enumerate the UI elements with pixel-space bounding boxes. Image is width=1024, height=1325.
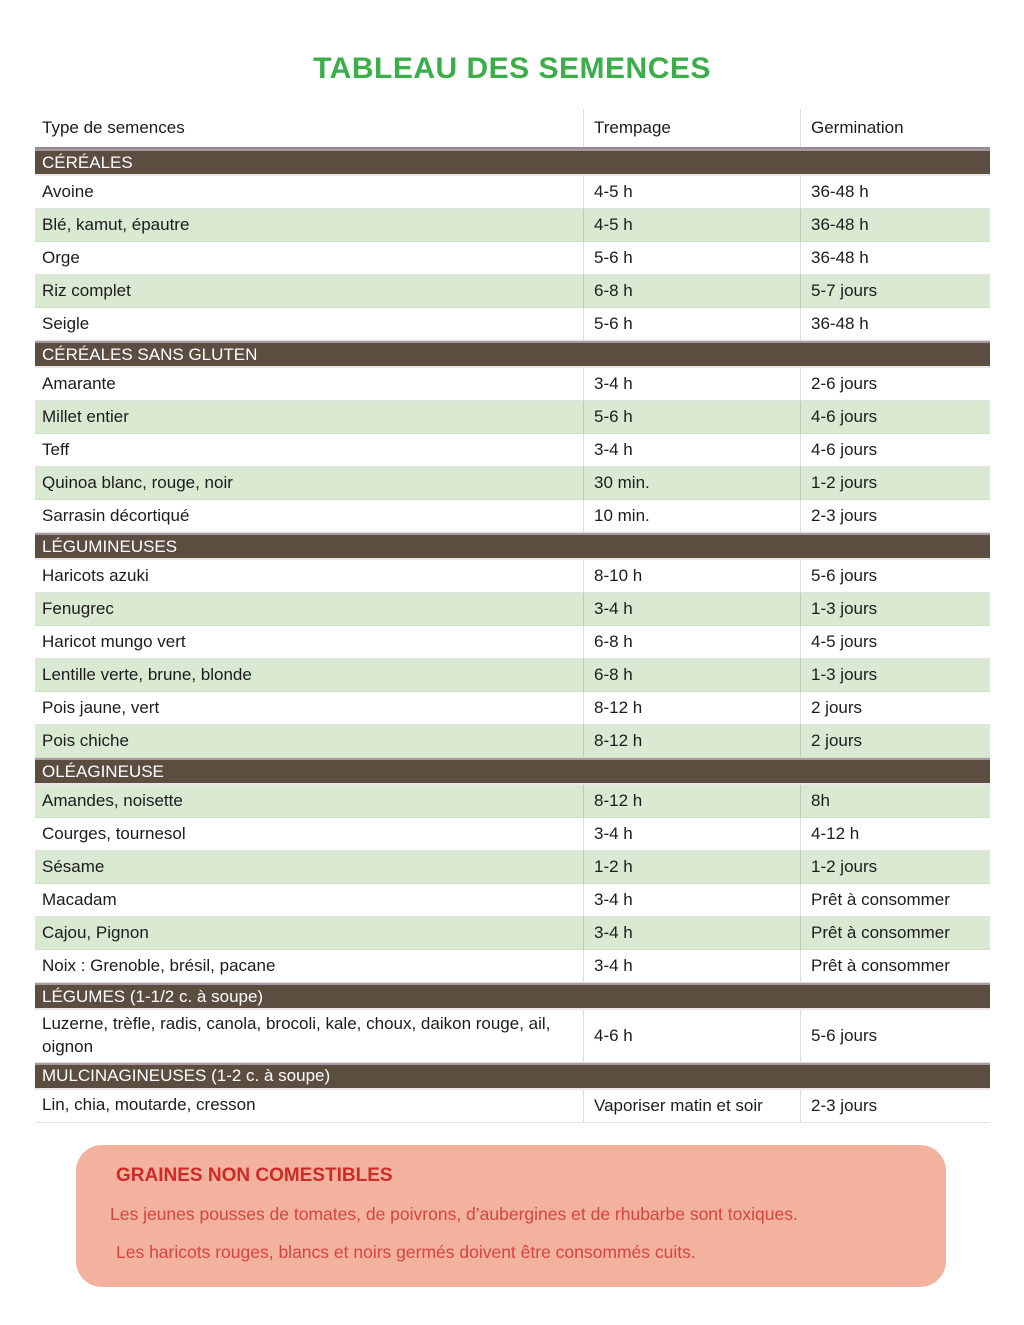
- cell-type: Blé, kamut, épautre: [42, 214, 190, 234]
- cell-type: Macadam: [42, 889, 117, 909]
- table-row-ble-kamut-epautre: [35, 209, 990, 242]
- table-row-seigle: [35, 308, 990, 341]
- cell-trempage: 30 min.: [583, 467, 800, 499]
- cell-type: Courges, tournesol: [42, 823, 186, 843]
- table-row-luzerne-trefle-radis-canola-brocoli-kale: [35, 1010, 990, 1063]
- cell-trempage: 3-4 h: [583, 950, 800, 982]
- table-row-lentille-verte-brune-blonde: [35, 659, 990, 692]
- warning-line-2: Les haricots rouges, blancs et noirs germés doivent être consommés cuits.: [116, 1241, 696, 1262]
- cell-type: Noix : Grenoble, brésil, pacane: [42, 955, 276, 975]
- cell-trempage: 8-12 h: [583, 785, 800, 817]
- table-row-sesame: [35, 851, 990, 884]
- cell-type: Lentille verte, brune, blonde: [42, 664, 252, 684]
- table-row-noix-grenoble-bresil-pacane: [35, 950, 990, 983]
- table-row-millet-entier: [35, 401, 990, 434]
- cell-germination: 4-5 jours: [800, 626, 990, 658]
- column-header-trempage: Trempage: [583, 109, 800, 147]
- cell-germination: 2-6 jours: [800, 368, 990, 400]
- cell-trempage: 1-2 h: [583, 851, 800, 883]
- cell-trempage: 8-10 h: [583, 560, 800, 592]
- cell-germination: 5-6 jours: [800, 560, 990, 592]
- cell-type: Cajou, Pignon: [42, 922, 149, 942]
- cell-type: Seigle: [42, 313, 90, 333]
- cell-germination: 1-2 jours: [800, 467, 990, 499]
- cell-trempage: 5-6 h: [583, 401, 800, 433]
- cell-trempage: 3-4 h: [583, 884, 800, 916]
- section-header-cereales: CÉRÉALES: [35, 149, 990, 176]
- cell-type: Haricots azuki: [42, 565, 149, 585]
- table-row-amandes-noisette: [35, 785, 990, 818]
- warning-title: GRAINES NON COMESTIBLES: [116, 1164, 393, 1186]
- column-header-germination: Germination: [800, 109, 990, 147]
- cell-germination: 1-3 jours: [800, 593, 990, 625]
- cell-germination: 36-48 h: [800, 209, 990, 241]
- cell-germination: 4-6 jours: [800, 434, 990, 466]
- cell-trempage: 8-12 h: [583, 725, 800, 757]
- cell-germination: 2-3 jours: [800, 1090, 990, 1122]
- page-title: TABLEAU DES SEMENCES: [313, 52, 711, 85]
- cell-type: Amandes, noisette: [42, 790, 183, 810]
- cell-trempage: 5-6 h: [583, 308, 800, 340]
- cell-germination: Prêt à consommer: [800, 917, 990, 949]
- table-row-haricot-mungo-vert: [35, 626, 990, 659]
- cell-type: Riz complet: [42, 280, 131, 300]
- table-row-pois-jaune-vert: [35, 692, 990, 725]
- cell-type: Pois chiche: [42, 730, 129, 750]
- cell-germination: Prêt à consommer: [800, 950, 990, 982]
- cell-germination: 36-48 h: [800, 176, 990, 208]
- cell-type: Orge: [42, 247, 80, 267]
- warning-line-1: Les jeunes pousses de tomates, de poivrons, d’aubergines et de rhubarbe sont toxiques.: [110, 1203, 798, 1224]
- cell-type: Pois jaune, vert: [42, 697, 160, 717]
- section-header-oleagineuse: OLÉAGINEUSE: [35, 758, 990, 785]
- cell-trempage: 6-8 h: [583, 659, 800, 691]
- cell-germination: Prêt à consommer: [800, 884, 990, 916]
- cell-germination: 1-3 jours: [800, 659, 990, 691]
- cell-germination: 2 jours: [800, 725, 990, 757]
- cell-germination: 5-6 jours: [800, 1010, 990, 1062]
- cell-germination: 4-6 jours: [800, 401, 990, 433]
- table-row-riz-complet: [35, 275, 990, 308]
- warning-box: [76, 1145, 946, 1287]
- cell-germination: 1-2 jours: [800, 851, 990, 883]
- cell-type: Sarrasin décortiqué: [42, 505, 190, 525]
- column-header-type: Type de semences: [42, 118, 185, 137]
- section-header-cereales-sans-gluten: CÉRÉALES SANS GLUTEN: [35, 341, 990, 368]
- cell-type: Fenugrec: [42, 598, 114, 618]
- table-row-orge: [35, 242, 990, 275]
- table-body: [35, 149, 990, 1123]
- cell-germination: 4-12 h: [800, 818, 990, 850]
- cell-trempage: 3-4 h: [583, 434, 800, 466]
- cell-type: Avoine: [42, 181, 94, 201]
- table-row-haricots-azuki: [35, 560, 990, 593]
- cell-trempage: Vaporiser matin et soir: [583, 1090, 800, 1122]
- cell-type: Sésame: [42, 856, 105, 876]
- cell-germination: 5-7 jours: [800, 275, 990, 307]
- table-row-macadam: [35, 884, 990, 917]
- cell-type: Haricot mungo vert: [42, 631, 186, 651]
- seeds-table: [35, 109, 990, 1123]
- cell-type: Amarante: [42, 373, 116, 393]
- section-header-legumineuses: LÉGUMINEUSES: [35, 533, 990, 560]
- cell-trempage: 3-4 h: [583, 593, 800, 625]
- table-row-avoine: [35, 176, 990, 209]
- cell-type: Millet entier: [42, 406, 129, 426]
- cell-type: Teff: [42, 439, 70, 459]
- cell-trempage: 4-6 h: [583, 1010, 800, 1062]
- cell-trempage: 6-8 h: [583, 626, 800, 658]
- cell-trempage: 4-5 h: [583, 176, 800, 208]
- table-header-row: [35, 109, 990, 149]
- table-row-teff: [35, 434, 990, 467]
- table-row-lin-chia-moutarde-cresson: [35, 1090, 990, 1123]
- section-header-legumes-1-1-2-c-a-soupe: LÉGUMES (1-1/2 c. à soupe): [35, 983, 990, 1010]
- table-row-fenugrec: [35, 593, 990, 626]
- table-row-amarante: [35, 368, 990, 401]
- cell-trempage: 6-8 h: [583, 275, 800, 307]
- cell-trempage: 3-4 h: [583, 818, 800, 850]
- cell-trempage: 10 min.: [583, 500, 800, 532]
- table-row-pois-chiche: [35, 725, 990, 758]
- cell-trempage: 5-6 h: [583, 242, 800, 274]
- cell-trempage: 3-4 h: [583, 917, 800, 949]
- cell-type: Quinoa blanc, rouge, noir: [42, 472, 233, 492]
- table-row-courges-tournesol: [35, 818, 990, 851]
- table-row-sarrasin-decortique: [35, 500, 990, 533]
- cell-germination: 2-3 jours: [800, 500, 990, 532]
- cell-trempage: 3-4 h: [583, 368, 800, 400]
- table-row-quinoa-blanc-rouge-noir: [35, 467, 990, 500]
- section-header-mulcinagineuses-1-2-c-a-soupe: MULCINAGINEUSES (1-2 c. à soupe): [35, 1063, 990, 1090]
- cell-trempage: 4-5 h: [583, 209, 800, 241]
- cell-trempage: 8-12 h: [583, 692, 800, 724]
- cell-germination: 36-48 h: [800, 308, 990, 340]
- table-row-cajou-pignon: [35, 917, 990, 950]
- cell-germination: 8h: [800, 785, 990, 817]
- cell-germination: 2 jours: [800, 692, 990, 724]
- cell-type: Luzerne, trèfle, radis, canola, brocoli, kale, choux, daikon rouge, ail, oignon: [42, 1014, 551, 1056]
- cell-type: Lin, chia, moutarde, cresson: [42, 1095, 256, 1115]
- cell-germination: 36-48 h: [800, 242, 990, 274]
